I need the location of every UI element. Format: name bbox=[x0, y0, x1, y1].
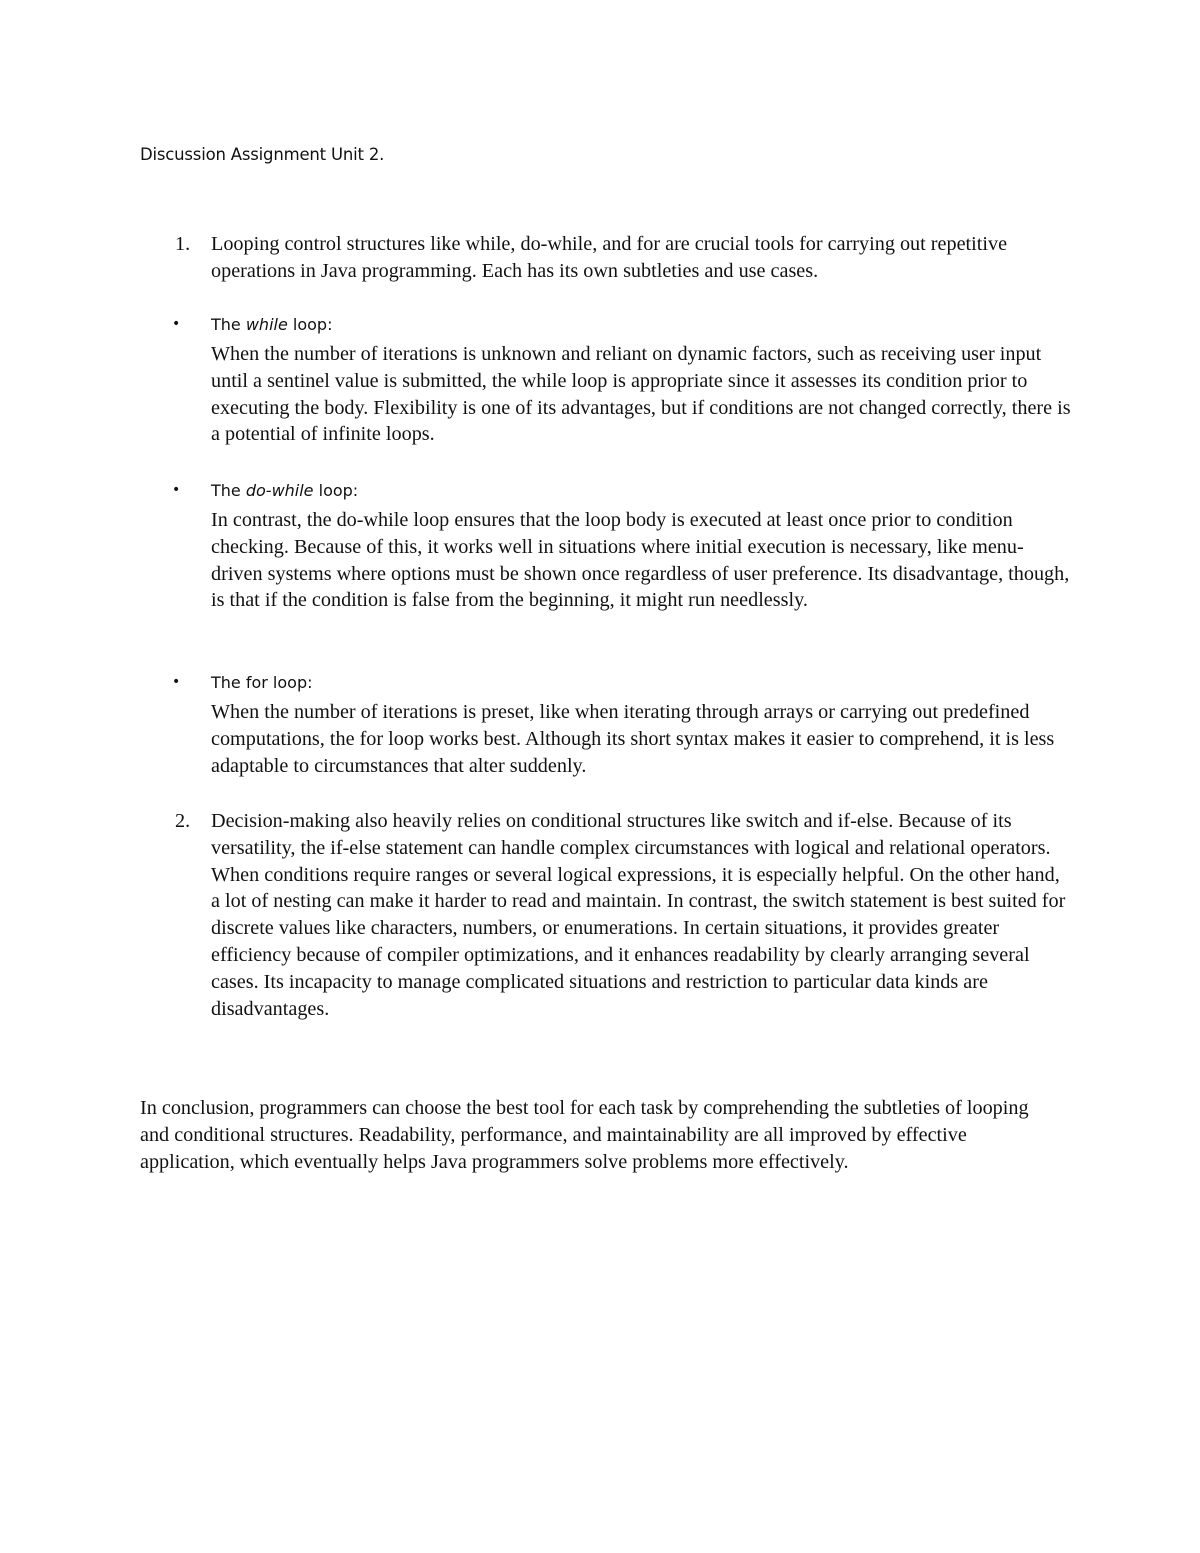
bullet-text-do-while: In contrast, the do-while loop ensures that the loop body is executed at least once prior to condition checking. Because of this, it works well in situations where initial execution is necessary, like menu-driven systems where options must be shown once regardless of user preference. Its disadvantage, though, is that if the condition is false from the beginning, it might run needlessly. bbox=[211, 509, 1070, 612]
label-keyword: while bbox=[245, 315, 288, 334]
label-prefix: The bbox=[211, 481, 246, 500]
bullet-text-while: When the number of iterations is unknown and reliant on dynamic factors, such as receiving user input until a sentinel value is submitted, the while loop is appropriate since it assesses its condition prior to executing the body. Flexibility is one of its advantages, but if conditions are not changed correctly, there is a potential of infinite loops. bbox=[211, 343, 1071, 446]
item-2-text: Decision-making also heavily relies on conditional structures like switch and if-else. Because of its versatility, the if-else statement can handle complex circumstances with logical and relational operators. When conditions require ranges or several logical expressions, it is especially helpful. On the other hand, a lot of nesting can make it harder to read and maintain. In contrast, the switch statement is best suited for discrete values like characters, numbers, or enumerations. In certain situations, it provides greater efficiency because of compiler optimizations, and it enhances readability by clearly arranging several cases. Its incapacity to manage complicated situations and restriction to particular data kinds are disadvantages. bbox=[211, 810, 1066, 1020]
bullet-label-for bbox=[211, 672, 1071, 694]
bullet-text-for: When the number of iterations is preset, like when iterating through arrays or carrying out predefined computations, the for loop works best. Although its short syntax makes it easier to comprehend, it is less adaptable to circumstances that alter suddenly. bbox=[211, 701, 1055, 777]
bullet-icon: • bbox=[172, 316, 181, 332]
bullet-icon: • bbox=[172, 674, 181, 690]
bullet-label-while bbox=[211, 314, 1071, 336]
label-prefix: The bbox=[211, 315, 246, 334]
list-marker-2: 2. bbox=[175, 810, 191, 832]
conclusion-paragraph: In conclusion, programmers can choose the best tool for each task by comprehending the subtleties of looping and conditional structures. Readability, performance, and maintainability are all improved by effective application, which eventually helps Java programmers solve problems more effectively. bbox=[140, 1097, 1029, 1173]
label-suffix: loop: bbox=[313, 481, 359, 500]
label-keyword: do-while bbox=[245, 481, 314, 500]
bullet-icon: • bbox=[172, 482, 181, 498]
bullet-label-do-while bbox=[211, 480, 1071, 502]
label-suffix: loop: bbox=[287, 315, 333, 334]
list-marker-1: 1. bbox=[175, 233, 191, 255]
document-title: Discussion Assignment Unit 2. bbox=[140, 145, 385, 164]
item-1-text: Looping control structures like while, do-while, and for are crucial tools for carrying out repetitive operations in Java programming. Each has its own subtleties and use cases. bbox=[211, 233, 1008, 282]
label-prefix: The for loop: bbox=[211, 673, 313, 692]
